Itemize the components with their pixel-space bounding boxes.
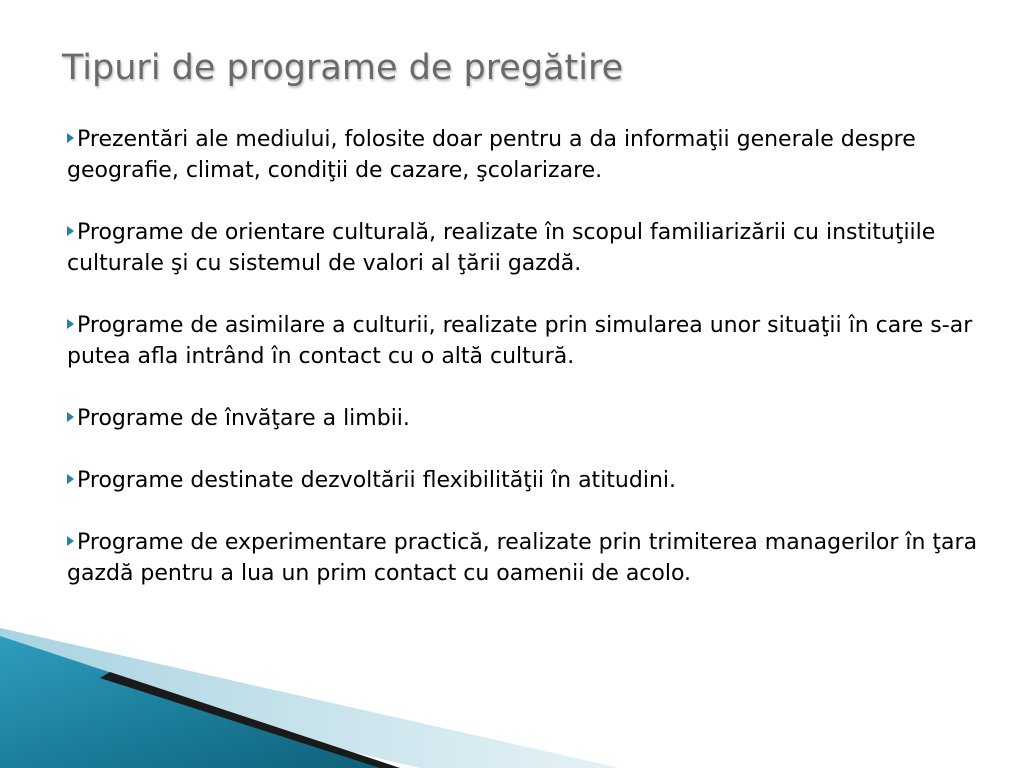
bullet-text: Programe destinate dezvoltării flexibilităţii în atitudini. bbox=[77, 468, 676, 493]
bullet-text: Programe de orientare culturală, realizate în scopul familiarizării cu instituţiile culturale şi cu sistemul de valori al ţării gazdă. bbox=[67, 220, 936, 276]
list-item bbox=[67, 124, 987, 186]
list-item bbox=[67, 465, 987, 496]
triangle-bullet-icon bbox=[67, 226, 74, 236]
triangle-bullet-icon bbox=[67, 133, 74, 143]
triangle-bullet-icon bbox=[67, 319, 74, 329]
bullet-text: Programe de învăţare a limbii. bbox=[77, 406, 410, 431]
list-item bbox=[67, 403, 987, 434]
bullet-text: Programe de asimilare a culturii, realizate prin simularea unor situaţii în care s-ar putea afla intrând în contact cu o altă cultură. bbox=[67, 313, 973, 369]
bullet-text: Programe de experimentare practică, realizate prin trimiterea managerilor în ţara gazdă pentru a lua un prim contact cu oamenii de acolo. bbox=[67, 530, 978, 586]
list-item bbox=[67, 217, 987, 279]
teal-wedge-shape bbox=[0, 636, 400, 768]
bullet-list bbox=[67, 124, 987, 620]
dark-stripe-shape bbox=[100, 672, 400, 768]
corner-decoration bbox=[0, 628, 1024, 768]
slide-title: Tipuri de programe de pregătire bbox=[62, 48, 624, 88]
triangle-bullet-icon bbox=[67, 536, 74, 546]
triangle-bullet-icon bbox=[67, 412, 74, 422]
light-band-shape bbox=[0, 628, 620, 768]
list-item bbox=[67, 527, 987, 589]
triangle-bullet-icon bbox=[67, 474, 74, 484]
bullet-text: Prezentări ale mediului, folosite doar pentru a da informaţii generale despre geografie, climat, condiţii de cazare, şcolarizare. bbox=[67, 127, 916, 183]
list-item bbox=[67, 310, 987, 372]
